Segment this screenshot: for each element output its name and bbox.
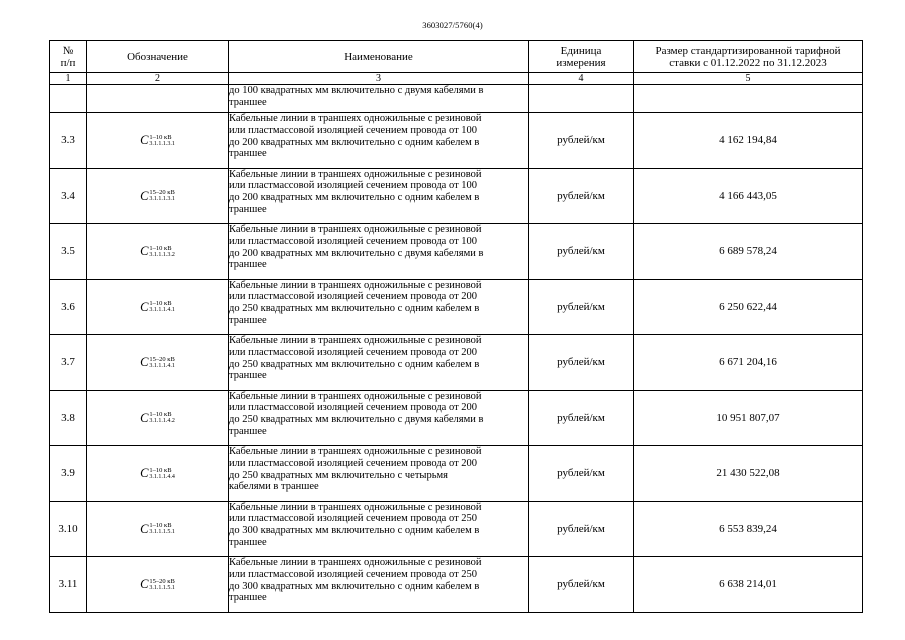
- row-rate: 6 250 622,44: [634, 279, 863, 335]
- table-row: [50, 390, 863, 446]
- designation-voltage: 1–10 кВ: [149, 411, 172, 419]
- designation-formula: [140, 466, 175, 481]
- row-name: Кабельные линии в траншеях одножильные с резиновой или пластмассовой изоляцией сечением провода от 200 до 250 квадратных мм включительно с четырьмя кабелями в траншее: [229, 446, 529, 502]
- row-name: Кабельные линии в траншеях одножильные с резиновой или пластмассовой изоляцией сечением провода от 250 до 300 квадратных мм включительно с одним кабелем в траншее: [229, 501, 529, 557]
- designation-index: 3.1.1.1.3.1: [149, 196, 175, 203]
- row-number: 3.5: [50, 224, 87, 280]
- row-number: 3.6: [50, 279, 87, 335]
- row-unit: рублей/км: [529, 446, 634, 502]
- header-no: № п/п: [50, 41, 87, 73]
- row-unit: рублей/км: [529, 501, 634, 557]
- designation-base: C: [140, 410, 149, 425]
- designation-base: C: [140, 244, 149, 259]
- row-unit: рублей/км: [529, 279, 634, 335]
- column-number: 3: [229, 73, 529, 85]
- designation-base: C: [140, 521, 149, 536]
- row-rate: 6 638 214,01: [634, 557, 863, 613]
- header-designation: Обозначение: [87, 41, 229, 73]
- column-number: 2: [87, 73, 229, 85]
- designation-index: 3.1.1.1.3.2: [149, 251, 175, 258]
- row-name: Кабельные линии в траншеях одножильные с резиновой или пластмассовой изоляцией сечением провода от 200 до 250 квадратных мм включительно с одним кабелем в траншее: [229, 279, 529, 335]
- row-unit: рублей/км: [529, 113, 634, 169]
- row-rate: 6 671 204,16: [634, 335, 863, 391]
- row-name: Кабельные линии в траншеях одножильные с резиновой или пластмассовой изоляцией сечением провода от 100 до 200 квадратных мм включительно с одним кабелем в траншее: [229, 113, 529, 169]
- row-designation: [87, 279, 229, 335]
- row-number: 3.9: [50, 446, 87, 502]
- designation-voltage: 15–20 кВ: [149, 355, 175, 363]
- designation-voltage: 1–10 кВ: [149, 522, 172, 530]
- row-designation: [87, 335, 229, 391]
- designation-formula: [140, 300, 175, 315]
- row-designation: [87, 446, 229, 502]
- row-number: 3.10: [50, 501, 87, 557]
- designation-formula: [140, 411, 175, 426]
- row-unit: рублей/км: [529, 168, 634, 224]
- designation-formula: [140, 355, 175, 370]
- row-number: 3.3: [50, 113, 87, 169]
- designation-voltage: 15–20 кВ: [149, 577, 175, 585]
- table-row: [50, 279, 863, 335]
- designation-index: 3.1.1.1.3.1: [149, 140, 175, 147]
- table-row: [50, 446, 863, 502]
- table-row: [50, 557, 863, 613]
- designation-base: C: [140, 577, 149, 592]
- header-row: [50, 41, 863, 73]
- header-name: Наименование: [229, 41, 529, 73]
- row-rate: 6 553 839,24: [634, 501, 863, 557]
- designation-voltage: 1–10 кВ: [149, 244, 172, 252]
- row-name: Кабельные линии в траншеях одножильные с резиновой или пластмассовой изоляцией сечением провода от 100 до 200 квадратных мм включительно с одним кабелем в траншее: [229, 168, 529, 224]
- row-name: Кабельные линии в траншеях одножильные с резиновой или пластмассовой изоляцией сечением провода от 100 до 200 квадратных мм включительно с двумя кабелями в траншее: [229, 224, 529, 280]
- document-id: 3603027/5760(4): [422, 20, 483, 30]
- row-rate: 4 162 194,84: [634, 113, 863, 169]
- designation-formula: [140, 133, 175, 148]
- designation-base: C: [140, 355, 149, 370]
- table-row: [50, 335, 863, 391]
- row-name: Кабельные линии в траншеях одножильные с резиновой или пластмассовой изоляцией сечением провода от 200 до 250 квадратных мм включительно с двумя кабелями в траншее: [229, 390, 529, 446]
- designation-base: C: [140, 299, 149, 314]
- row-designation: [87, 557, 229, 613]
- row-rate: 21 430 522,08: [634, 446, 863, 502]
- row-unit: рублей/км: [529, 224, 634, 280]
- designation-formula: [140, 577, 175, 592]
- continuation-name: до 100 квадратных мм включительно с двумя кабелями в траншее: [229, 85, 529, 113]
- row-designation: [87, 168, 229, 224]
- designation-voltage: 15–20 кВ: [149, 189, 175, 197]
- designation-index: 3.1.1.1.4.2: [149, 418, 175, 425]
- designation-index: 3.1.1.1.5.1: [149, 529, 175, 536]
- row-designation: [87, 224, 229, 280]
- row-unit: рублей/км: [529, 335, 634, 391]
- row-unit: рублей/км: [529, 557, 634, 613]
- designation-voltage: 1–10 кВ: [149, 466, 172, 474]
- table-row: [50, 113, 863, 169]
- designation-formula: [140, 244, 175, 259]
- table-row: [50, 224, 863, 280]
- continuation-row: [50, 85, 863, 113]
- designation-voltage: 1–10 кВ: [149, 300, 172, 308]
- header-unit: Единица измерения: [529, 41, 634, 73]
- designation-index: 3.1.1.1.5.1: [149, 584, 175, 591]
- table-row: [50, 168, 863, 224]
- row-unit: рублей/км: [529, 390, 634, 446]
- designation-formula: [140, 522, 175, 537]
- designation-index: 3.1.1.1.4.1: [149, 362, 175, 369]
- column-number-row: [50, 73, 863, 85]
- designation-base: C: [140, 466, 149, 481]
- row-designation: [87, 113, 229, 169]
- row-rate: 6 689 578,24: [634, 224, 863, 280]
- row-number: 3.4: [50, 168, 87, 224]
- row-number: 3.11: [50, 557, 87, 613]
- row-number: 3.8: [50, 390, 87, 446]
- designation-formula: [140, 189, 175, 204]
- column-number: 1: [50, 73, 87, 85]
- column-number: 4: [529, 73, 634, 85]
- designation-base: C: [140, 133, 149, 148]
- table-row: [50, 501, 863, 557]
- row-rate: 10 951 807,07: [634, 390, 863, 446]
- designation-base: C: [140, 188, 149, 203]
- header-rate: Размер стандартизированной тарифной ставки с 01.12.2022 по 31.12.2023: [634, 41, 863, 73]
- designation-index: 3.1.1.1.4.4: [149, 473, 175, 480]
- row-name: Кабельные линии в траншеях одножильные с резиновой или пластмассовой изоляцией сечением провода от 250 до 300 квадратных мм включительно с одним кабелем в траншее: [229, 557, 529, 613]
- row-number: 3.7: [50, 335, 87, 391]
- designation-voltage: 1–10 кВ: [149, 133, 172, 141]
- column-number: 5: [634, 73, 863, 85]
- row-designation: [87, 390, 229, 446]
- row-name: Кабельные линии в траншеях одножильные с резиновой или пластмассовой изоляцией сечением провода от 200 до 250 квадратных мм включительно с одним кабелем в траншее: [229, 335, 529, 391]
- designation-index: 3.1.1.1.4.1: [149, 307, 175, 314]
- tariff-table: [49, 40, 863, 613]
- row-designation: [87, 501, 229, 557]
- row-rate: 4 166 443,05: [634, 168, 863, 224]
